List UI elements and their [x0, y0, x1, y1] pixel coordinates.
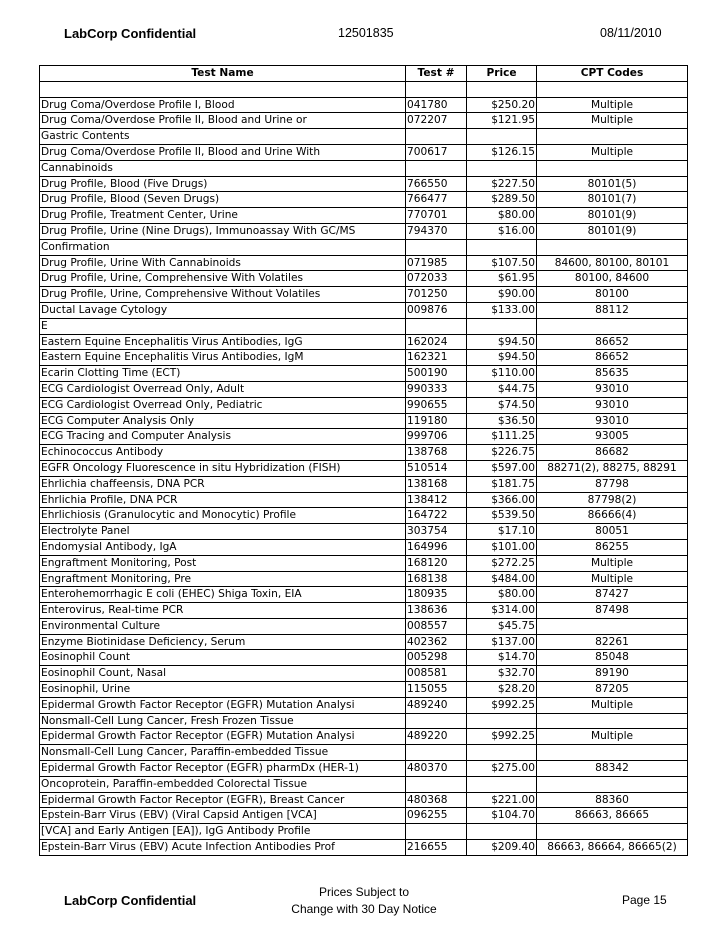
cpt-codes-cell: Multiple: [537, 729, 688, 745]
test-name-cell: Drug Profile, Blood (Five Drugs): [40, 176, 406, 192]
table-row: [40, 792, 688, 808]
table-row: [40, 271, 688, 287]
price-cell: $275.00: [467, 761, 537, 777]
test-number-cell: 138636: [406, 603, 467, 619]
cpt-codes-cell: 87498: [537, 603, 688, 619]
price-cell: $484.00: [467, 571, 537, 587]
column-header-test-number: Test #: [406, 66, 467, 82]
cpt-codes-cell: 86652: [537, 350, 688, 366]
table-row: [40, 239, 688, 255]
test-number-cell: 500190: [406, 366, 467, 382]
price-cell: $272.25: [467, 555, 537, 571]
test-number-cell: 005298: [406, 650, 467, 666]
price-cell: $94.50: [467, 334, 537, 350]
table-row: [40, 539, 688, 555]
price-cell: $366.00: [467, 492, 537, 508]
test-number-cell: 071985: [406, 255, 467, 271]
table-row: [40, 713, 688, 729]
test-number-cell: [406, 160, 467, 176]
cpt-codes-cell: 80101(5): [537, 176, 688, 192]
test-name-cell: Epidermal Growth Factor Receptor (EGFR) pharmDx (HER-1): [40, 761, 406, 777]
price-cell: [467, 160, 537, 176]
table-row: [40, 318, 688, 334]
test-name-cell: Drug Profile, Urine, Comprehensive Without Volatiles: [40, 287, 406, 303]
test-name-cell: EGFR Oncology Fluorescence in situ Hybridization (FISH): [40, 460, 406, 476]
cpt-codes-cell: 87427: [537, 587, 688, 603]
table-body: [40, 81, 688, 855]
cpt-codes-cell: 87205: [537, 682, 688, 698]
test-name-cell: Drug Profile, Urine With Cannabinoids: [40, 255, 406, 271]
table-row: [40, 397, 688, 413]
test-name-cell: Enterovirus, Real-time PCR: [40, 603, 406, 619]
table-row: [40, 381, 688, 397]
test-name-cell: Ehrlichia chaffeensis, DNA PCR: [40, 476, 406, 492]
test-name-cell: Enterohemorrhagic E coli (EHEC) Shiga Toxin, EIA: [40, 587, 406, 603]
test-name-cell: Drug Profile, Blood (Seven Drugs): [40, 192, 406, 208]
cpt-codes-cell: 85048: [537, 650, 688, 666]
test-name-cell: E: [40, 318, 406, 334]
price-cell: $80.00: [467, 208, 537, 224]
test-name-cell: Eastern Equine Encephalitis Virus Antibodies, IgG: [40, 334, 406, 350]
price-cell: $107.50: [467, 255, 537, 271]
test-name-cell: Eosinophil, Urine: [40, 682, 406, 698]
cpt-codes-cell: 87798: [537, 476, 688, 492]
test-number-cell: 770701: [406, 208, 467, 224]
price-cell: $44.75: [467, 381, 537, 397]
table-row: [40, 634, 688, 650]
table-row: [40, 666, 688, 682]
test-number-cell: 138412: [406, 492, 467, 508]
test-number-cell: 115055: [406, 682, 467, 698]
table-row: [40, 413, 688, 429]
price-cell: [467, 745, 537, 761]
cpt-codes-cell: 93010: [537, 397, 688, 413]
table-row: [40, 445, 688, 461]
test-name-cell: Drug Coma/Overdose Profile II, Blood and Urine or: [40, 113, 406, 129]
test-name-cell: Drug Coma/Overdose Profile I, Blood: [40, 97, 406, 113]
test-name-cell: Endomysial Antibody, IgA: [40, 539, 406, 555]
price-cell: [467, 239, 537, 255]
price-cell: $992.25: [467, 697, 537, 713]
footer-notice: [250, 884, 478, 918]
price-cell: [467, 129, 537, 145]
price-cell: $36.50: [467, 413, 537, 429]
price-cell: $289.50: [467, 192, 537, 208]
test-number-cell: [406, 824, 467, 840]
table-row: [40, 492, 688, 508]
column-header-test-name: Test Name: [40, 66, 406, 82]
table-row: [40, 429, 688, 445]
cpt-codes-cell: 85635: [537, 366, 688, 382]
test-number-cell: 138168: [406, 476, 467, 492]
test-name-cell: Drug Coma/Overdose Profile II, Blood and Urine With: [40, 144, 406, 160]
table-row: [40, 476, 688, 492]
test-number-cell: [406, 776, 467, 792]
test-name-cell: [VCA] and Early Antigen [EA]), IgG Antibody Profile: [40, 824, 406, 840]
test-name-cell: Ductal Lavage Cytology: [40, 302, 406, 318]
price-cell: $597.00: [467, 460, 537, 476]
test-name-cell: Epidermal Growth Factor Receptor (EGFR) Mutation Analysi: [40, 729, 406, 745]
test-number-cell: 138768: [406, 445, 467, 461]
test-name-cell: Electrolyte Panel: [40, 524, 406, 540]
price-cell: $17.10: [467, 524, 537, 540]
cpt-codes-cell: 86663, 86665: [537, 808, 688, 824]
cpt-codes-cell: 93005: [537, 429, 688, 445]
table-row: [40, 176, 688, 192]
price-cell: $221.00: [467, 792, 537, 808]
test-number-cell: 008581: [406, 666, 467, 682]
test-number-cell: 009876: [406, 302, 467, 318]
header-document-number: 12501835: [338, 26, 394, 40]
cpt-codes-cell: 80101(7): [537, 192, 688, 208]
price-cell: $137.00: [467, 634, 537, 650]
test-name-cell: Confirmation: [40, 239, 406, 255]
cpt-codes-cell: 93010: [537, 381, 688, 397]
cpt-codes-cell: 89190: [537, 666, 688, 682]
test-number-cell: [406, 129, 467, 145]
table-row: [40, 524, 688, 540]
cpt-codes-cell: 80100, 84600: [537, 271, 688, 287]
test-name-cell: Epstein-Barr Virus (EBV) (Viral Capsid Antigen [VCA]: [40, 808, 406, 824]
table-row: [40, 729, 688, 745]
test-name-cell: Epidermal Growth Factor Receptor (EGFR) Mutation Analysi: [40, 697, 406, 713]
table-row: [40, 571, 688, 587]
test-number-cell: 162321: [406, 350, 467, 366]
table-row: [40, 97, 688, 113]
price-cell: $111.25: [467, 429, 537, 445]
test-name-cell: Nonsmall-Cell Lung Cancer, Paraffin-embedded Tissue: [40, 745, 406, 761]
cpt-codes-cell: 80051: [537, 524, 688, 540]
table-row: [40, 208, 688, 224]
test-number-cell: 480370: [406, 761, 467, 777]
test-name-cell: Gastric Contents: [40, 129, 406, 145]
test-number-cell: 164722: [406, 508, 467, 524]
test-name-cell: Drug Profile, Urine (Nine Drugs), Immunoassay With GC/MS: [40, 223, 406, 239]
cpt-codes-cell: 87798(2): [537, 492, 688, 508]
test-number-cell: 162024: [406, 334, 467, 350]
column-header-cpt-codes: CPT Codes: [537, 66, 688, 82]
table-row: [40, 350, 688, 366]
test-number-cell: 701250: [406, 287, 467, 303]
footer-page-number: Page 15: [622, 893, 667, 907]
test-number-cell: 119180: [406, 413, 467, 429]
test-name-cell: Engraftment Monitoring, Post: [40, 555, 406, 571]
table-row: [40, 129, 688, 145]
table-row: [40, 776, 688, 792]
price-cell: $61.95: [467, 271, 537, 287]
test-name-cell: Echinococcus Antibody: [40, 445, 406, 461]
cpt-codes-cell: [537, 318, 688, 334]
table-row: [40, 460, 688, 476]
price-cell: $121.95: [467, 113, 537, 129]
test-number-cell: 402362: [406, 634, 467, 650]
cpt-codes-cell: 88112: [537, 302, 688, 318]
cpt-codes-cell: 80100: [537, 287, 688, 303]
cpt-codes-cell: Multiple: [537, 697, 688, 713]
test-name-cell: ECG Computer Analysis Only: [40, 413, 406, 429]
test-number-cell: 794370: [406, 223, 467, 239]
cpt-codes-cell: [537, 129, 688, 145]
test-number-cell: 766550: [406, 176, 467, 192]
test-name-cell: ECG Tracing and Computer Analysis: [40, 429, 406, 445]
table-row: [40, 824, 688, 840]
table-row: [40, 555, 688, 571]
test-number-cell: 168120: [406, 555, 467, 571]
table-row: [40, 287, 688, 303]
price-cell: $90.00: [467, 287, 537, 303]
price-cell: [467, 776, 537, 792]
header-left-label: LabCorp Confidential: [64, 26, 197, 41]
table-row: [40, 302, 688, 318]
cpt-codes-cell: 88271(2), 88275, 88291: [537, 460, 688, 476]
test-number-cell: [406, 713, 467, 729]
test-name-cell: Epidermal Growth Factor Receptor (EGFR), Breast Cancer: [40, 792, 406, 808]
test-number-cell: 510514: [406, 460, 467, 476]
test-name-cell: Ehrlichiosis (Granulocytic and Monocytic) Profile: [40, 508, 406, 524]
price-cell: $539.50: [467, 508, 537, 524]
test-number-cell: 700617: [406, 144, 467, 160]
cpt-codes-cell: 88360: [537, 792, 688, 808]
price-cell: $126.15: [467, 144, 537, 160]
test-name-cell: ECG Cardiologist Overread Only, Pediatric: [40, 397, 406, 413]
test-name-cell: Ehrlichia Profile, DNA PCR: [40, 492, 406, 508]
table-row: [40, 508, 688, 524]
table-row: [40, 144, 688, 160]
table-row: [40, 255, 688, 271]
test-name-cell: Drug Profile, Urine, Comprehensive With Volatiles: [40, 271, 406, 287]
cpt-codes-cell: 82261: [537, 634, 688, 650]
price-cell: $992.25: [467, 729, 537, 745]
cpt-codes-cell: 86666(4): [537, 508, 688, 524]
price-cell: $227.50: [467, 176, 537, 192]
test-number-cell: 216655: [406, 840, 467, 856]
footer-notice-line2: Change with 30 Day Notice: [291, 902, 437, 916]
table-row: [40, 697, 688, 713]
table-row: [40, 366, 688, 382]
cpt-codes-cell: [537, 618, 688, 634]
test-number-cell: 766477: [406, 192, 467, 208]
price-cell: $110.00: [467, 366, 537, 382]
cpt-codes-cell: 80101(9): [537, 208, 688, 224]
test-number-cell: 990333: [406, 381, 467, 397]
price-cell: $181.75: [467, 476, 537, 492]
cpt-codes-cell: 86682: [537, 445, 688, 461]
test-number-cell: 168138: [406, 571, 467, 587]
test-number-cell: 999706: [406, 429, 467, 445]
test-number-cell: 990655: [406, 397, 467, 413]
column-header-price: Price: [467, 66, 537, 82]
table-row: [40, 160, 688, 176]
table-row: [40, 745, 688, 761]
test-name-cell: [40, 81, 406, 97]
price-cell: $14.70: [467, 650, 537, 666]
price-table: [39, 65, 688, 856]
test-name-cell: Eosinophil Count, Nasal: [40, 666, 406, 682]
table-header-row: [40, 66, 688, 82]
price-cell: [467, 824, 537, 840]
cpt-codes-cell: [537, 160, 688, 176]
cpt-codes-cell: 86652: [537, 334, 688, 350]
cpt-codes-cell: 84600, 80100, 80101: [537, 255, 688, 271]
test-number-cell: 096255: [406, 808, 467, 824]
test-name-cell: Environmental Culture: [40, 618, 406, 634]
test-name-cell: Drug Profile, Treatment Center, Urine: [40, 208, 406, 224]
price-cell: $16.00: [467, 223, 537, 239]
test-number-cell: [406, 318, 467, 334]
test-name-cell: Enzyme Biotinidase Deficiency, Serum: [40, 634, 406, 650]
cpt-codes-cell: 86663, 86664, 86665(2): [537, 840, 688, 856]
test-name-cell: Eosinophil Count: [40, 650, 406, 666]
cpt-codes-cell: [537, 81, 688, 97]
test-number-cell: 008557: [406, 618, 467, 634]
cpt-codes-cell: [537, 824, 688, 840]
table-row: [40, 334, 688, 350]
test-number-cell: 072033: [406, 271, 467, 287]
price-cell: [467, 713, 537, 729]
test-name-cell: Ecarin Clotting Time (ECT): [40, 366, 406, 382]
table-row: [40, 650, 688, 666]
test-number-cell: 489220: [406, 729, 467, 745]
cpt-codes-cell: Multiple: [537, 571, 688, 587]
test-number-cell: 480368: [406, 792, 467, 808]
cpt-codes-cell: [537, 776, 688, 792]
test-number-cell: 164996: [406, 539, 467, 555]
cpt-codes-cell: 88342: [537, 761, 688, 777]
test-name-cell: Epstein-Barr Virus (EBV) Acute Infection Antibodies Prof: [40, 840, 406, 856]
test-number-cell: 180935: [406, 587, 467, 603]
price-cell: $80.00: [467, 587, 537, 603]
table-row: [40, 761, 688, 777]
table-row: [40, 587, 688, 603]
test-number-cell: [406, 745, 467, 761]
price-cell: $250.20: [467, 97, 537, 113]
price-cell: $314.00: [467, 603, 537, 619]
test-name-cell: Nonsmall-Cell Lung Cancer, Fresh Frozen Tissue: [40, 713, 406, 729]
header-date: 08/11/2010: [600, 26, 662, 40]
cpt-codes-cell: [537, 745, 688, 761]
test-number-cell: 041780: [406, 97, 467, 113]
cpt-codes-cell: Multiple: [537, 97, 688, 113]
test-name-cell: Cannabinoids: [40, 160, 406, 176]
price-cell: $226.75: [467, 445, 537, 461]
price-cell: $45.75: [467, 618, 537, 634]
table-row: [40, 618, 688, 634]
cpt-codes-cell: Multiple: [537, 555, 688, 571]
price-cell: $94.50: [467, 350, 537, 366]
price-cell: $28.20: [467, 682, 537, 698]
table-row: [40, 223, 688, 239]
price-cell: $74.50: [467, 397, 537, 413]
test-name-cell: Eastern Equine Encephalitis Virus Antibodies, IgM: [40, 350, 406, 366]
cpt-codes-cell: Multiple: [537, 144, 688, 160]
cpt-codes-cell: [537, 713, 688, 729]
cpt-codes-cell: 93010: [537, 413, 688, 429]
table-row: [40, 192, 688, 208]
test-number-cell: [406, 239, 467, 255]
table-row: [40, 808, 688, 824]
table-row: [40, 603, 688, 619]
price-cell: [467, 81, 537, 97]
price-cell: $101.00: [467, 539, 537, 555]
price-cell: $133.00: [467, 302, 537, 318]
test-number-cell: 489240: [406, 697, 467, 713]
cpt-codes-cell: [537, 239, 688, 255]
test-name-cell: Engraftment Monitoring, Pre: [40, 571, 406, 587]
test-number-cell: 303754: [406, 524, 467, 540]
price-cell: $104.70: [467, 808, 537, 824]
cpt-codes-cell: 86255: [537, 539, 688, 555]
price-cell: [467, 318, 537, 334]
test-number-cell: 072207: [406, 113, 467, 129]
footer-left-label: LabCorp Confidential: [64, 893, 197, 908]
price-cell: $209.40: [467, 840, 537, 856]
table-row: [40, 840, 688, 856]
test-name-cell: Oncoprotein, Paraffin-embedded Colorectal Tissue: [40, 776, 406, 792]
table-row: [40, 81, 688, 97]
cpt-codes-cell: Multiple: [537, 113, 688, 129]
table-row: [40, 113, 688, 129]
price-cell: $32.70: [467, 666, 537, 682]
table-row: [40, 682, 688, 698]
footer-notice-line1: Prices Subject to: [318, 885, 410, 899]
test-name-cell: ECG Cardiologist Overread Only, Adult: [40, 381, 406, 397]
test-number-cell: [406, 81, 467, 97]
cpt-codes-cell: 80101(9): [537, 223, 688, 239]
